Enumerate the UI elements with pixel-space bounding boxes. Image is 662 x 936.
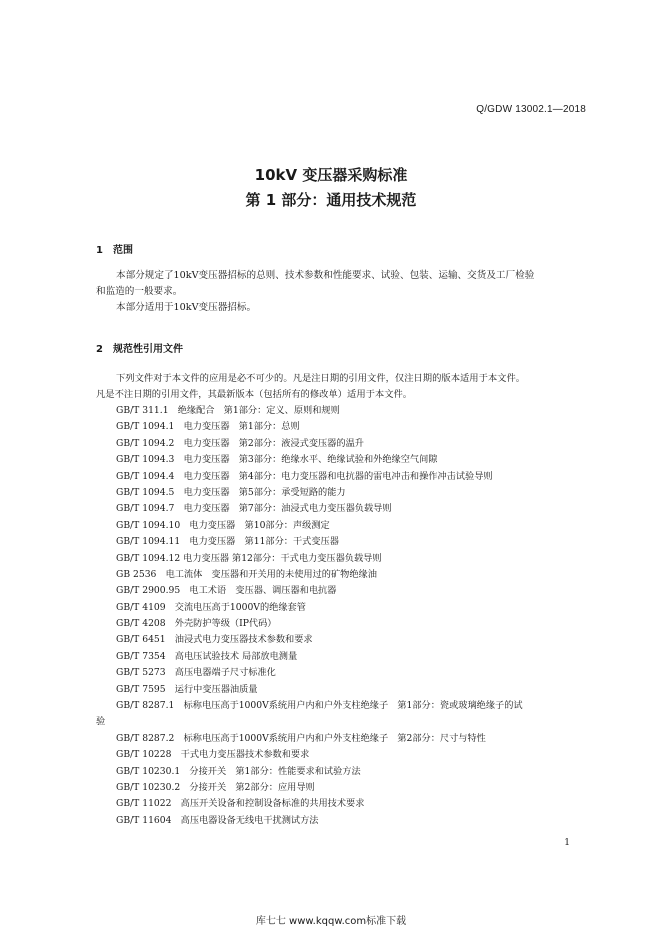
section-heading-scope bbox=[96, 241, 133, 256]
reference-item: GB 2536 电工流体 变压器和开关用的未使用过的矿物绝缘油 bbox=[116, 568, 377, 580]
normative-intro-line2: 凡是不注日期的引用文件，其最新版本（包括所有的修改单）适用于本文件。 bbox=[96, 389, 413, 400]
reference-item: GB/T 10228 干式电力变压器技术参数和要求 bbox=[116, 749, 310, 761]
reference-item: GB/T 2900.95 电工术语 变压器、调压器和电抗器 bbox=[116, 585, 337, 597]
doc-subtitle: 第 1 部分：通用技术规范 bbox=[245, 191, 417, 209]
reference-wrapped-line1: GB/T 8287.1 标称电压高于1000V系统用户内和户外支柱绝缘子 第1部分：瓷或玻璃绝缘子的试 bbox=[116, 700, 523, 712]
reference-item: GB/T 4208 外壳防护等级（IP代码） bbox=[116, 618, 277, 630]
reference-item: GB/T 8287.2 标称电压高于1000V系统用户内和户外支柱绝缘子 第2部分：尺寸与特性 bbox=[116, 732, 486, 744]
scope-text-line1: 本部分规定了10kV变压器招标的总则、技术参数和性能要求、试验、包装、运输、交货及工厂检验 bbox=[116, 270, 535, 281]
section-number: 1 bbox=[96, 245, 103, 256]
section-heading-normative bbox=[96, 340, 183, 355]
page-number: 1 bbox=[564, 838, 570, 848]
reference-item: GB/T 11022 高压开关设备和控制设备标准的共用技术要求 bbox=[116, 798, 365, 810]
reference-item: GB/T 1094.10 电力变压器 第10部分：声级测定 bbox=[116, 519, 330, 531]
normative-intro-line1: 下列文件对于本文件的应用是必不可少的。凡是注日期的引用文件，仅注日期的版本适用于本文件。 bbox=[116, 373, 526, 384]
doc-title: 10kV 变压器采购标准 bbox=[254, 166, 408, 184]
reference-item: GB/T 4109 交流电压高于1000V的绝缘套管 bbox=[116, 601, 306, 613]
reference-item: GB/T 6451 油浸式电力变压器技术参数和要求 bbox=[116, 634, 313, 646]
reference-item: GB/T 5273 高压电器端子尺寸标准化 bbox=[116, 667, 276, 679]
reference-item: GB/T 1094.5 电力变压器 第5部分：承受短路的能力 bbox=[116, 486, 346, 498]
section-number: 2 bbox=[96, 344, 103, 355]
footer-watermark: 库七七 www.kqqw.com标准下载 bbox=[255, 916, 407, 927]
reference-item: GB/T 7595 运行中变压器油质量 bbox=[116, 683, 258, 695]
reference-item: GB/T 10230.2 分接开关 第2部分：应用导则 bbox=[116, 782, 315, 794]
reference-item: GB/T 7354 高电压试验技术 局部放电测量 bbox=[116, 650, 298, 662]
reference-item: GB/T 1094.11 电力变压器 第11部分：干式变压器 bbox=[116, 536, 339, 548]
reference-item: GB/T 311.1 绝缘配合 第1部分：定义、原则和规则 bbox=[116, 405, 340, 416]
standard-id: Q/GDW 13002.1—2018 bbox=[476, 104, 586, 115]
scope-paragraph bbox=[96, 268, 584, 316]
reference-item: GB/T 1094.4 电力变压器 第4部分：电力变压器和电抗器的雷电冲击和操作冲击试验导则 bbox=[116, 470, 493, 482]
scope-applicability: 本部分适用于10kV变压器招标。 bbox=[116, 302, 257, 313]
reference-item-wrapped bbox=[96, 698, 586, 731]
scope-text-line2: 和监造的一般要求。 bbox=[96, 286, 183, 297]
section-title: 范围 bbox=[113, 245, 133, 256]
reference-item: GB/T 1094.7 电力变压器 第7部分：油浸式电力变压器负载导则 bbox=[116, 503, 392, 515]
reference-wrapped-line2: 验 bbox=[96, 716, 106, 728]
reference-item: GB/T 1094.12 电力变压器 第12部分：干式电力变压器负载导则 bbox=[116, 552, 382, 564]
reference-item: GB/T 1094.2 电力变压器 第2部分：液浸式变压器的温升 bbox=[116, 437, 364, 449]
reference-item: GB/T 1094.3 电力变压器 第3部分：绝缘水平、绝缘试验和外绝缘空气间隙 bbox=[116, 454, 438, 466]
reference-item: GB/T 1094.1 电力变压器 第1部分：总则 bbox=[116, 421, 300, 433]
section-title: 规范性引用文件 bbox=[113, 344, 183, 355]
normative-intro bbox=[96, 371, 584, 403]
reference-list bbox=[96, 403, 586, 829]
reference-item: GB/T 10230.1 分接开关 第1部分：性能要求和试验方法 bbox=[116, 765, 361, 777]
reference-item: GB/T 11604 高压电器设备无线电干扰测试方法 bbox=[116, 814, 319, 826]
